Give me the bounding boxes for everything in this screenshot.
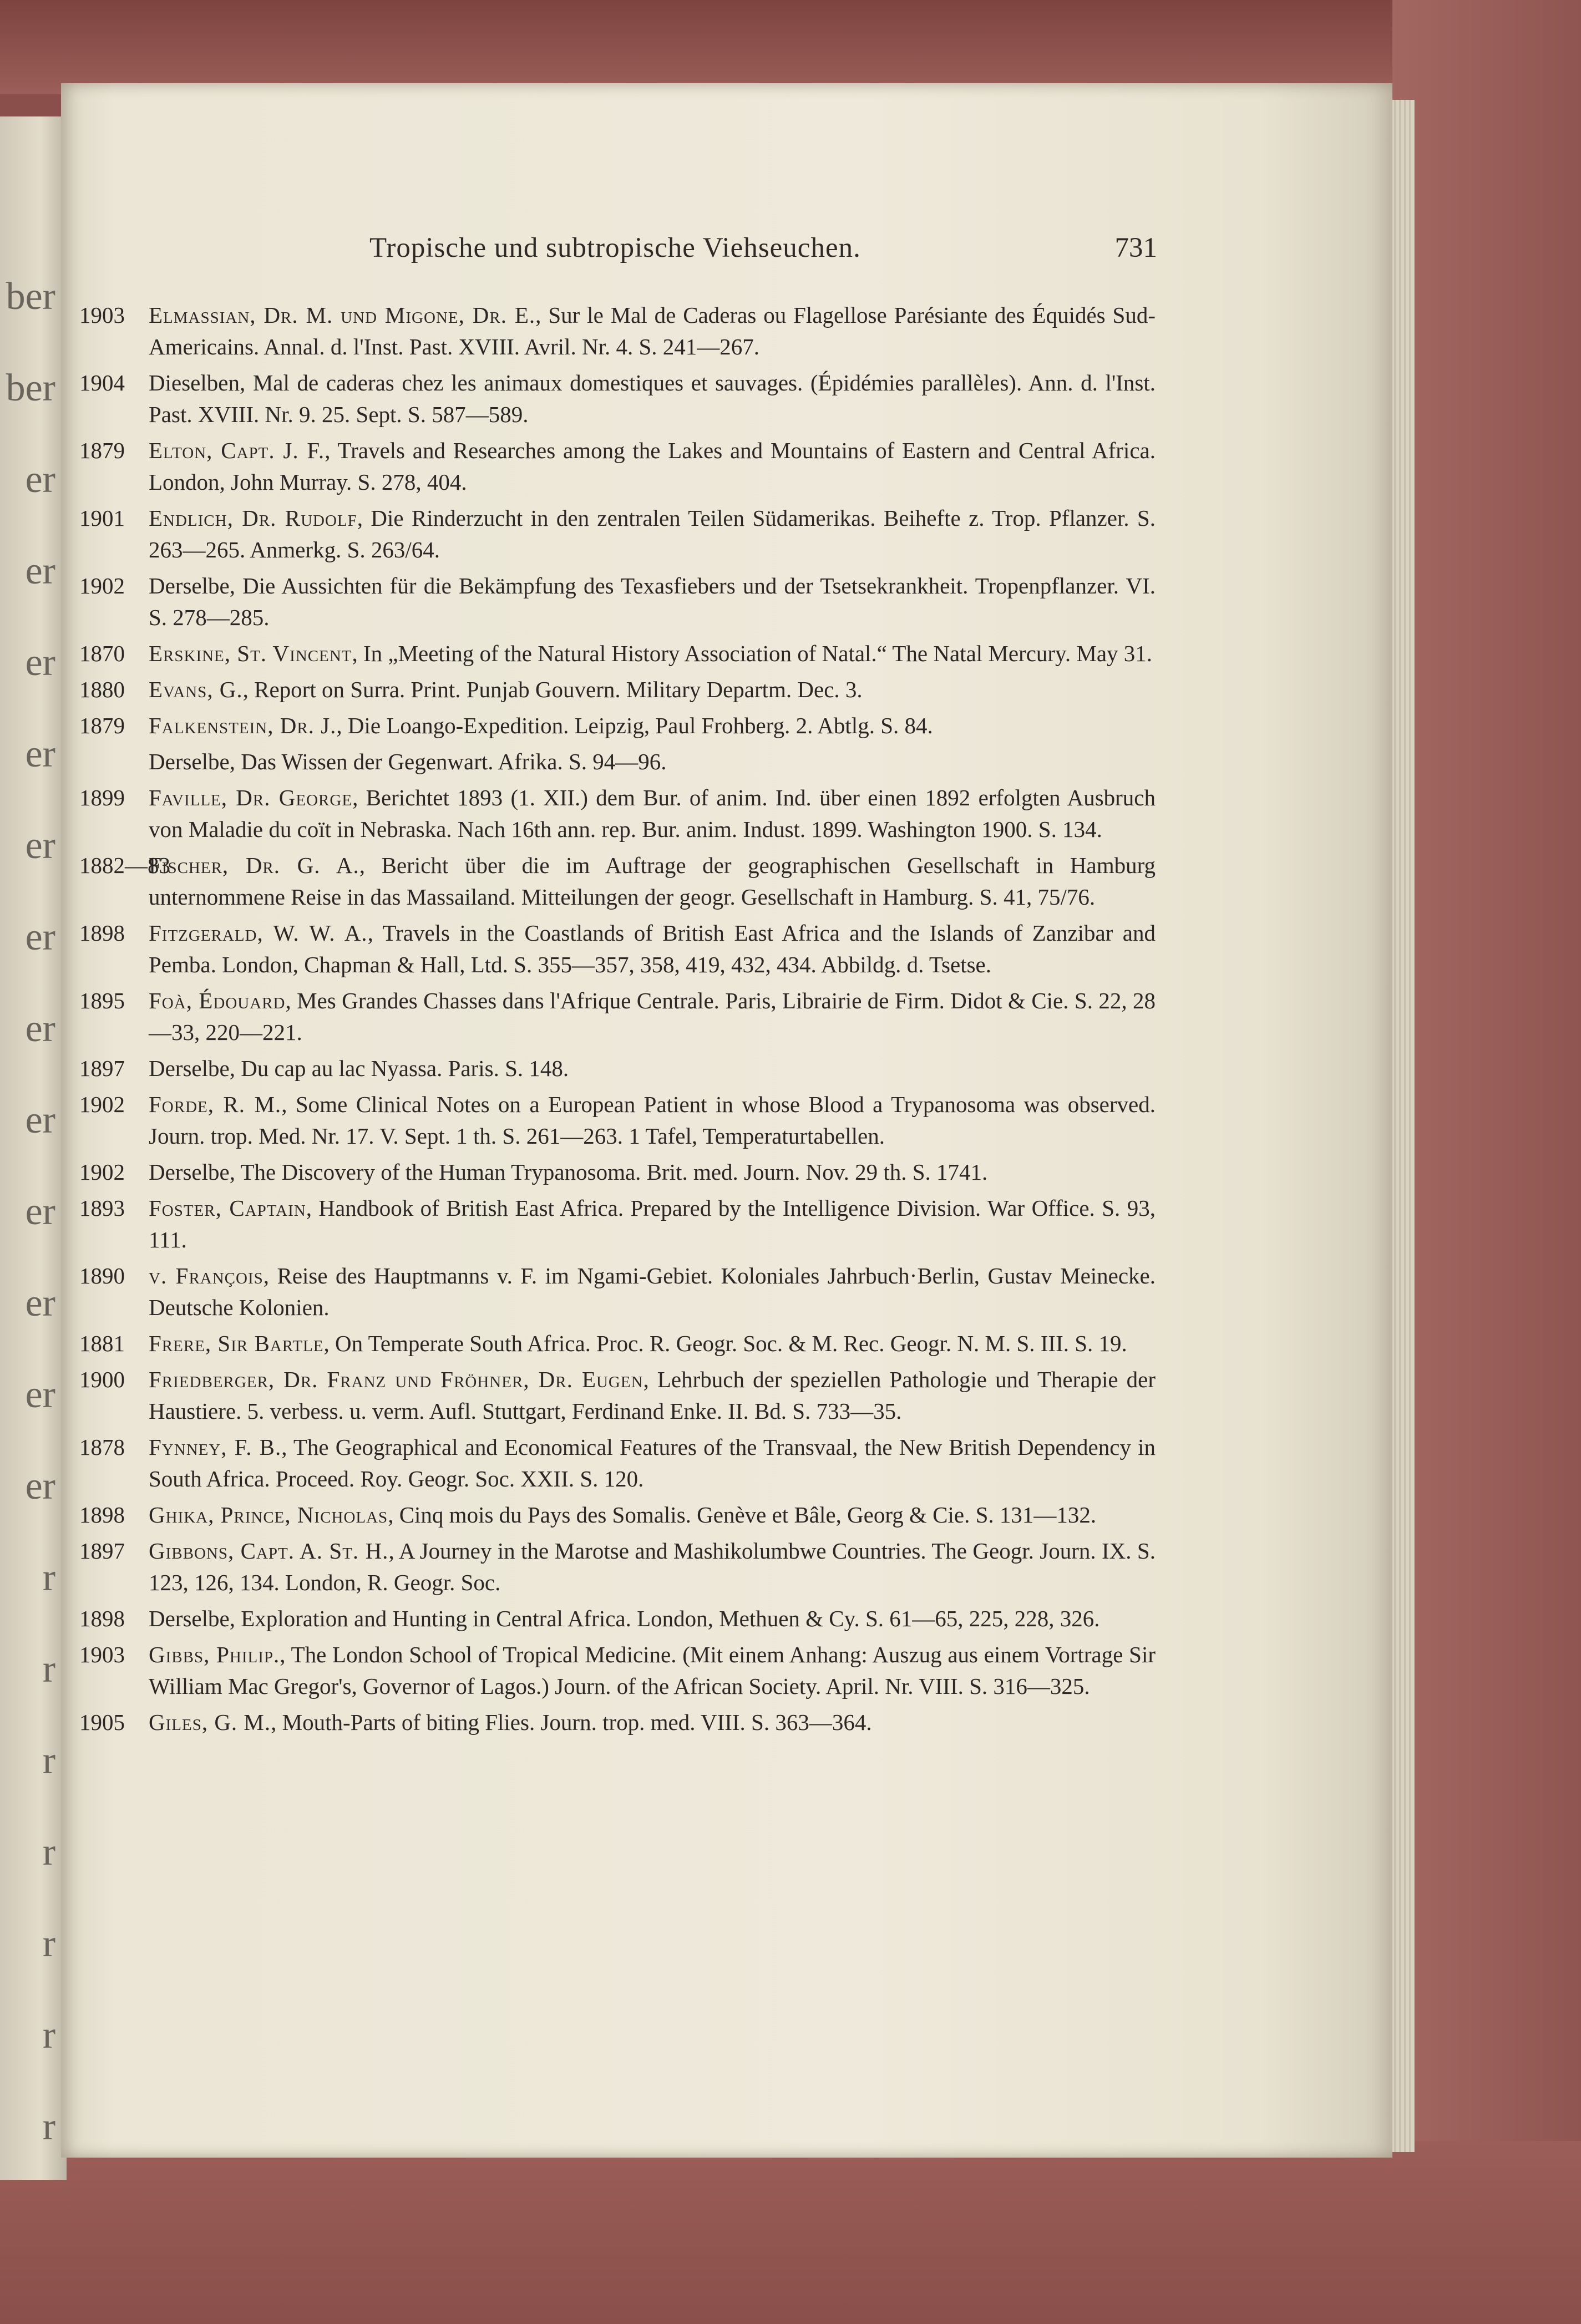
bibliography-entry [79,1053,1156,1084]
left-page-fragment: er [25,641,55,684]
entry-citation: , Mes Grandes Chasses dans l'Afrique Centrale. Paris, Librairie de Firm. Didot & Cie. S. 22, 28—33, 220—221. [149,988,1156,1045]
entry-author: Ghika, Prince, Nicholas [149,1502,388,1528]
entry-text [149,1432,1156,1495]
bibliography-entry [79,1260,1156,1323]
left-page-fragment: ber [6,275,55,318]
entry-citation: , The Geographical and Economical Features of the Transvaal, the New British Dependency in South Africa. Proceed. Roy. Geogr. Soc. XXII. S. 120. [149,1434,1156,1491]
entry-year: 1902 [79,573,125,598]
entry-citation: , Sur le Mal de Caderas ou Flagellose Parésiante des Équidés Sud-Americains. Annal. d. l'Inst. Past. XVIII. Avril. Nr. 4. S. 241—267. [149,302,1156,359]
entry-year: 1880 [79,677,125,702]
entry-year: 1900 [79,1367,125,1392]
entry-citation: , Travels and Researches among the Lakes and Mountains of Eastern and Central Africa. London, John Murray. S. 278, 404. [149,438,1156,495]
entry-text [149,917,1156,981]
entry-year: 1899 [79,785,125,810]
entry-year: 1898 [79,920,125,946]
entry-text [149,850,1156,913]
entry-year: 1878 [79,1434,125,1460]
entry-citation: , Travels in the Coastlands of British East Africa and the Islands of Zanzibar and Pemba. London, Chapman & Hall, Ltd. S. 355—357, 358, 419, 432, 434. Abbildg. d. Tsetse. [149,920,1156,977]
bibliography-list [79,300,1156,1743]
running-title: Tropische und subtropische Viehseuchen. [369,232,861,263]
left-page-fragment: r [42,1739,55,1782]
entry-year: 1902 [79,1159,125,1185]
bibliography-entry [79,300,1156,363]
entry-year: 1897 [79,1538,125,1564]
bibliography-entry [79,746,1156,778]
bibliography-entry [79,1328,1156,1359]
entry-author: Faville, Dr. George [149,785,353,810]
entry-author: Frere, Sir Bartle [149,1331,324,1356]
entry-author: Foà, Édouard [149,988,286,1013]
left-page-fragment: r [42,1556,55,1599]
entry-text [149,503,1156,566]
entry-text [149,638,1156,669]
entry-author: Gibbons, Capt. A. St. H. [149,1538,389,1564]
entry-text [149,1364,1156,1427]
left-page-fragment: er [25,1190,55,1233]
entry-author: Erskine, St. Vincent [149,641,352,666]
entry-text [149,1193,1156,1256]
book-cover-bottom [0,2141,1581,2324]
entry-text [149,300,1156,363]
entry-text [149,1639,1156,1702]
entry-year: 1881 [79,1331,125,1356]
entry-text [149,1707,1156,1738]
left-page-fragment: er [25,1465,55,1508]
bibliography-entry [79,1535,1156,1599]
left-page-edge [0,116,67,2180]
entry-text [149,1603,1156,1635]
entry-citation: , Reise des Hauptmanns v. F. im Ngami-Gebiet. Koloniales Jahrbuch·Berlin, Gustav Meinecke. Deutsche Kolonien. [149,1263,1156,1320]
entry-year: 1890 [79,1263,125,1288]
entry-citation: Derselbe, Das Wissen der Gegenwart. Afrika. S. 94—96. [149,749,667,774]
entry-year: 1898 [79,1606,125,1631]
entry-year: 1903 [79,1642,125,1667]
entry-text [149,570,1156,633]
entry-author: v. François [149,1263,264,1288]
entry-year: 1879 [79,438,125,463]
entry-citation: , Berichtet 1893 (1. XII.) dem Bur. of anim. Ind. über einen 1892 erfolgten Ausbruch von Maladie du coït in Nebraska. Nach 16th ann. rep. Bur. anim. Indust. 1899. Washington 1900. S. 134. [149,785,1156,842]
entry-year: 1897 [79,1056,125,1081]
entry-citation: Derselbe, The Discovery of the Human Trypanosoma. Brit. med. Journ. Nov. 29 th. S. 1741. [149,1159,988,1185]
entry-year: 1870 [79,641,125,666]
entry-year: 1901 [79,505,125,531]
entry-citation: , Die Loango-Expedition. Leipzig, Paul Frohberg. 2. Abtlg. S. 84. [336,713,933,738]
entry-author: Gibbs, Philip. [149,1642,280,1667]
entry-citation: , Handbook of British East Africa. Prepared by the Intelligence Division. War Office. S. 93, 111. [149,1195,1156,1252]
entry-text [149,674,1156,706]
entry-author: Evans, G. [149,677,243,702]
bibliography-entry [79,782,1156,845]
entry-citation: , A Journey in the Marotse and Mashikolumbwe Countries. The Geogr. Journ. IX. S. 123, 126, 134. London, R. Geogr. Soc. [149,1538,1156,1595]
entry-citation: , On Temperate South Africa. Proc. R. Geogr. Soc. & M. Rec. Geogr. N. M. S. III. S. 19. [323,1331,1127,1356]
left-page-fragment: er [25,458,55,501]
entry-author: Fischer, Dr. G. A. [149,853,359,878]
left-page-fragment: er [25,1099,55,1141]
entry-citation: Dieselben, Mal de caderas chez les animaux domestiques et sauvages. (Épidémies parallèles). Ann. d. l'Inst. Past. XVIII. Nr. 9. 25. Sept. S. 587—589. [149,370,1156,427]
entry-text [149,985,1156,1048]
entry-text [149,1535,1156,1599]
entry-year: 1879 [79,713,125,738]
entry-author: Forde, R. M. [149,1092,282,1117]
entry-citation: Derselbe, Du cap au lac Nyassa. Paris. S. 148. [149,1056,569,1081]
entry-text [149,435,1156,498]
bibliography-entry [79,1193,1156,1256]
entry-citation: Derselbe, Die Aussichten für die Bekämpfung des Texasfiebers und der Tsetsekrankheit. Tropenpflanzer. VI. S. 278—285. [149,573,1156,630]
entry-author: Elton, Capt. J. F. [149,438,325,463]
entry-text [149,710,1156,742]
entry-citation: , Some Clinical Notes on a European Patient in whose Blood a Trypanosoma was observed. Journ. trop. Med. Nr. 17. V. Sept. 1 th. S. 261—263. 1 Tafel, Temperaturtabellen. [149,1092,1156,1149]
bibliography-entry [79,1364,1156,1427]
entry-citation: , Report on Surra. Print. Punjab Gouvern. Military Departm. Dec. 3. [242,677,863,702]
left-page-fragment: er [25,1007,55,1050]
entry-year: 1902 [79,1092,125,1117]
bibliography-entry [79,985,1156,1048]
bibliography-entry [79,503,1156,566]
left-page-fragment: er [25,733,55,775]
left-page-fragment: r [42,1831,55,1874]
entry-citation: Derselbe, Exploration and Hunting in Central Africa. London, Methuen & Cy. S. 61—65, 225, 228, 326. [149,1606,1100,1631]
entry-text [149,782,1156,845]
entry-citation: , The London School of Tropical Medicine. (Mit einem Anhang: Auszug aus einem Vortrage Sir William Mac Gregor's, Governor of Lagos.) Journ. of the African Society. April. Nr. VIII. S. 316—325. [149,1642,1156,1699]
entry-year: 1895 [79,988,125,1013]
bibliography-entry [79,1707,1156,1738]
book-cover-right [1392,0,1581,2324]
entry-author: Falkenstein, Dr. J. [149,713,337,738]
bibliography-entry [79,710,1156,742]
entry-author: Foster, Captain [149,1195,306,1221]
entry-author: Fitzgerald, W. W. A. [149,920,368,946]
entry-text [149,1328,1156,1359]
bibliography-entry [79,1089,1156,1152]
left-page-fragment: er [25,916,55,958]
left-page-fragment: er [25,1282,55,1325]
bibliography-entry [79,638,1156,669]
entry-text [149,1260,1156,1323]
bibliography-entry [79,1603,1156,1635]
left-page-fragment: r [42,1922,55,1965]
entry-citation: , Bericht über die im Auftrage der geographischen Gesellschaft in Hamburg unternommene Reise in das Massailand. Mitteilungen der geogr. Gesellschaft in Hamburg. S. 41, 75/76. [149,853,1156,910]
entry-author: Fynney, F. B. [149,1434,282,1460]
entry-year: 1903 [79,302,125,328]
page-number: 731 [1114,232,1157,263]
entry-citation: , In „Meeting of the Natural History Association of Natal.“ The Natal Mercury. May 31. [352,641,1153,666]
entry-text [149,1053,1156,1084]
bibliography-entry [79,1639,1156,1702]
entry-text [149,1499,1156,1531]
left-page-fragment: er [25,1373,55,1416]
left-page-fragment: r [42,2014,55,2057]
entry-year: 1893 [79,1195,125,1221]
bibliography-entry [79,570,1156,633]
left-page-fragment: er [25,550,55,592]
left-page-fragment: ber [6,367,55,409]
entry-text [149,746,1156,778]
bibliography-entry [79,1432,1156,1495]
entry-citation: , Cinq mois du Pays des Somalis. Genève et Bâle, Georg & Cie. S. 131—132. [388,1502,1097,1528]
left-page-fragment: r [42,1648,55,1691]
bibliography-entry [79,917,1156,981]
entry-year: 1898 [79,1502,125,1528]
entry-author: Friedberger, Dr. Franz und Fröhner, Dr. Eugen [149,1367,643,1392]
bibliography-entry [79,1499,1156,1531]
bibliography-entry [79,1156,1156,1188]
entry-text [149,1156,1156,1188]
entry-year: 1904 [79,370,125,395]
entry-year: 1905 [79,1709,125,1735]
entry-citation: , Lehrbuch der speziellen Pathologie und Therapie der Haustiere. 5. verbess. u. verm. Aufl. Stuttgart, Ferdinand Enke. II. Bd. S. 733—35. [149,1367,1156,1424]
entry-citation: , Mouth-Parts of biting Flies. Journ. trop. med. VIII. S. 363—364. [271,1709,872,1735]
entry-text [149,367,1156,430]
entry-author: Elmassian, Dr. M. und Migone, Dr. E. [149,302,536,328]
left-page-fragment: r [42,2105,55,2148]
bibliography-entry [79,674,1156,706]
book-cover-top [0,0,1581,94]
bibliography-entry [79,435,1156,498]
entry-year: 1882—83 [79,853,170,878]
left-page-fragment: er [25,824,55,867]
bibliography-entry [79,367,1156,430]
entry-citation: , Die Rinderzucht in den zentralen Teilen Südamerikas. Beihefte z. Trop. Pflanzer. S. 263—265. Anmerkg. S. 263/64. [149,505,1156,562]
page-header [369,232,1157,271]
bibliography-entry [79,850,1156,913]
entry-author: Endlich, Dr. Rudolf [149,505,357,531]
entry-text [149,1089,1156,1152]
entry-author: Giles, G. M. [149,1709,271,1735]
